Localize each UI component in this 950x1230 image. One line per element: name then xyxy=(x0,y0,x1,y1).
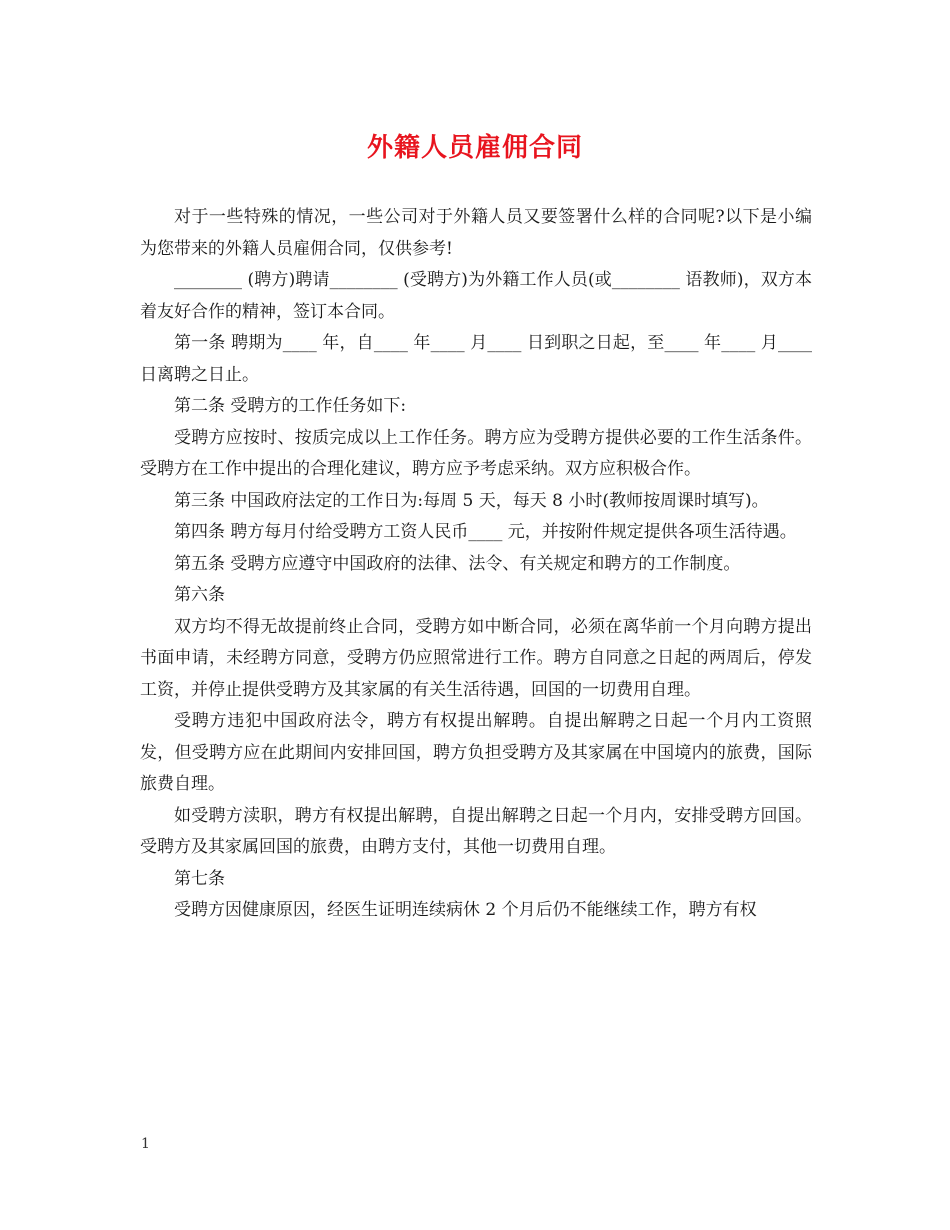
parties-paragraph: ________ (聘方)聘请________ (受聘方)为外籍工作人员(或________ 语教师)，双方本着友好合作的精神，签订本合同。 xyxy=(140,270,812,322)
article-5-paragraph: 第五条 受聘方应遵守中国政府的法律、法令、有关规定和聘方的工作制度。 xyxy=(174,553,741,574)
article-6-clause-3: 如受聘方渎职，聘方有权提出解聘，自提出解聘之日起一个月内，安排受聘方回国。受聘方及其家属回国的旅费，由聘方支付，其他一切费用自理。 xyxy=(140,805,812,857)
article-7-clause-1: 受聘方因健康原因，经医生证明连续病休 2 个月后仍不能继续工作，聘方有权 xyxy=(174,900,757,920)
document-title: 外籍人员雇佣合同 xyxy=(366,133,583,163)
document-body xyxy=(140,202,812,927)
article-6-heading: 第六条 xyxy=(174,585,225,605)
article-1-paragraph: 第一条 聘期为____ 年，自____ 年____ 月____ 日到职之日起，至____ 年____ 月____ 日离聘之日止。 xyxy=(140,333,812,385)
article-6-clause-1: 双方均不得无故提前终止合同，受聘方如中断合同，必须在离华前一个月向聘方提出书面申请，未经聘方同意，受聘方仍应照常进行工作。聘方自同意之日起的两周后，停发工资，并停止提供受聘方及其家属的有关生活待遇，回国的一切费用自理。 xyxy=(140,616,812,700)
article-2-heading: 第二条 受聘方的工作任务如下: xyxy=(174,396,407,416)
article-3-paragraph: 第三条 中国政府法定的工作日为:每周 5 天，每天 8 小时(教师按周课时填写)。 xyxy=(174,490,769,511)
article-4-paragraph: 第四条 聘方每月付给受聘方工资人民币____ 元，并按附件规定提供各项生活待遇。 xyxy=(174,522,797,542)
article-6-clause-2: 受聘方违犯中国政府法令，聘方有权提出解聘。自提出解聘之日起一个月内工资照发，但受聘方应在此期间内安排回国，聘方负担受聘方及其家属在中国境内的旅费，国际旅费自理。 xyxy=(140,711,812,794)
article-2-body: 受聘方应按时、按质完成以上工作任务。聘方应为受聘方提供必要的工作生活条件。受聘方在工作中提出的合理化建议，聘方应予考虑采纳。双方应积极合作。 xyxy=(140,427,812,479)
intro-paragraph: 对于一些特殊的情况，一些公司对于外籍人员又要签署什么样的合同呢?以下是小编为您带来的外籍人员雇佣合同，仅供参考! xyxy=(140,207,812,259)
article-7-heading: 第七条 xyxy=(174,868,225,889)
page-number: 1 xyxy=(141,1136,150,1152)
